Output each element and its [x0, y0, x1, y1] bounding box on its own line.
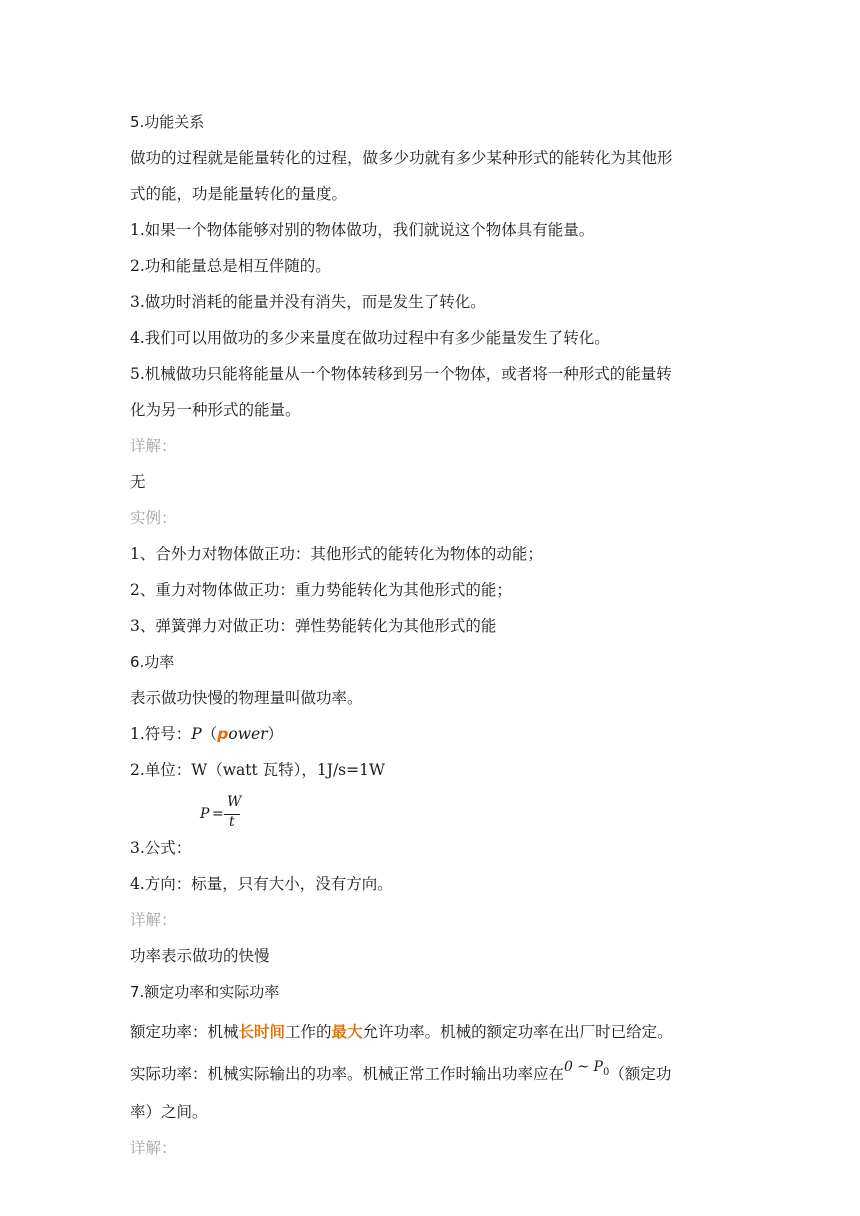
- actual-text-b: （额定功: [609, 1065, 672, 1083]
- formula-equals: =: [212, 806, 224, 822]
- actual-range-sub: 0: [602, 1066, 610, 1078]
- section-5-point-4: 4.我们可以用做功的多少来量度在做功过程中有多少能量发生了转化。: [130, 329, 610, 347]
- section-6-intro: 表示做功快慢的物理量叫做功率。: [130, 689, 363, 707]
- section-5-example-label: 实例：: [130, 509, 177, 527]
- actual-range: [564, 1059, 610, 1078]
- section-5-example-1: 1、合外力对物体做正功：其他形式的能转化为物体的动能；: [130, 545, 543, 563]
- symbol-p-highlight: p: [217, 725, 229, 743]
- section-5-example-2: 2、重力对物体做正功：重力势能转化为其他形式的能；: [130, 581, 512, 599]
- section-7-detail-label: 详解：: [130, 1139, 177, 1157]
- section-7-actual-line2: 率）之间。: [130, 1103, 208, 1121]
- section-5-intro-line1: 做功的过程就是能量转化的过程，做多少功就有多少某种形式的能转化为其他形: [130, 149, 673, 167]
- rated-highlight-long-time: 长时间: [238, 1023, 286, 1041]
- section-6-detail-label: 详解：: [130, 911, 177, 929]
- section-5-intro-line2: 式的能，功是能量转化的量度。: [130, 185, 348, 203]
- formula-denominator: t: [229, 814, 235, 830]
- rated-text-a: 额定功率：机械: [130, 1023, 239, 1041]
- section-5-detail-label: 详解：: [130, 437, 177, 455]
- symbol-P: P: [191, 725, 202, 743]
- section-6-unit: 2.单位：W（watt 瓦特），1J/s=1W: [130, 761, 385, 779]
- section-5-heading: 5.功能关系: [130, 113, 205, 131]
- section-6-direction: 4.方向：标量，只有大小，没有方向。: [130, 875, 393, 893]
- actual-range-text: 0 ~ P: [564, 1059, 603, 1075]
- symbol-open-paren: （: [201, 725, 218, 743]
- formula-lhs: P: [200, 806, 210, 822]
- rated-highlight-max: 最大: [331, 1023, 363, 1041]
- section-6-detail-text: 功率表示做功的快慢: [130, 947, 270, 965]
- section-5-point-2: 2.功和能量总是相互伴随的。: [130, 257, 331, 275]
- section-5-example-3: 3、弹簧弹力对做正功：弹性势能转化为其他形式的能: [130, 617, 497, 635]
- document-page: [130, 104, 750, 1166]
- section-7-actual-line1: [130, 1054, 750, 1094]
- symbol-prefix: 1.符号：: [130, 725, 192, 743]
- section-5-point-5-line1: 5.机械做功只能将能量从一个物体转移到另一个物体，或者将一种形式的能量转: [130, 365, 672, 383]
- rated-text-c: 允许功率。机械的额定功率在出厂时已给定。: [362, 1023, 673, 1041]
- formula-label: 3.公式：: [130, 839, 192, 857]
- rated-text-b: 工作的: [285, 1023, 332, 1041]
- formula-numerator: W: [227, 794, 242, 810]
- section-7-heading: 7.额定功率和实际功率: [130, 983, 280, 1001]
- section-5-point-1: 1.如果一个物体能够对别的物体做功，我们就说这个物体具有能量。: [130, 221, 595, 239]
- symbol-rest: ower: [228, 725, 268, 743]
- section-6-formula-row: [130, 788, 750, 866]
- symbol-close-paren: ）: [267, 725, 284, 743]
- section-6-heading: 6.功率: [130, 653, 175, 671]
- section-5-point-3: 3.做功时消耗的能量并没有消失，而是发生了转化。: [130, 293, 486, 311]
- section-7-rated: [130, 1010, 750, 1054]
- section-5-point-5-line2: 化为另一种形式的能量。: [130, 401, 301, 419]
- section-5-detail-text: 无: [130, 473, 146, 491]
- actual-text-a: 实际功率：机械实际输出的功率。机械正常工作时输出功率应在: [130, 1065, 565, 1083]
- section-6-symbol: [130, 716, 750, 752]
